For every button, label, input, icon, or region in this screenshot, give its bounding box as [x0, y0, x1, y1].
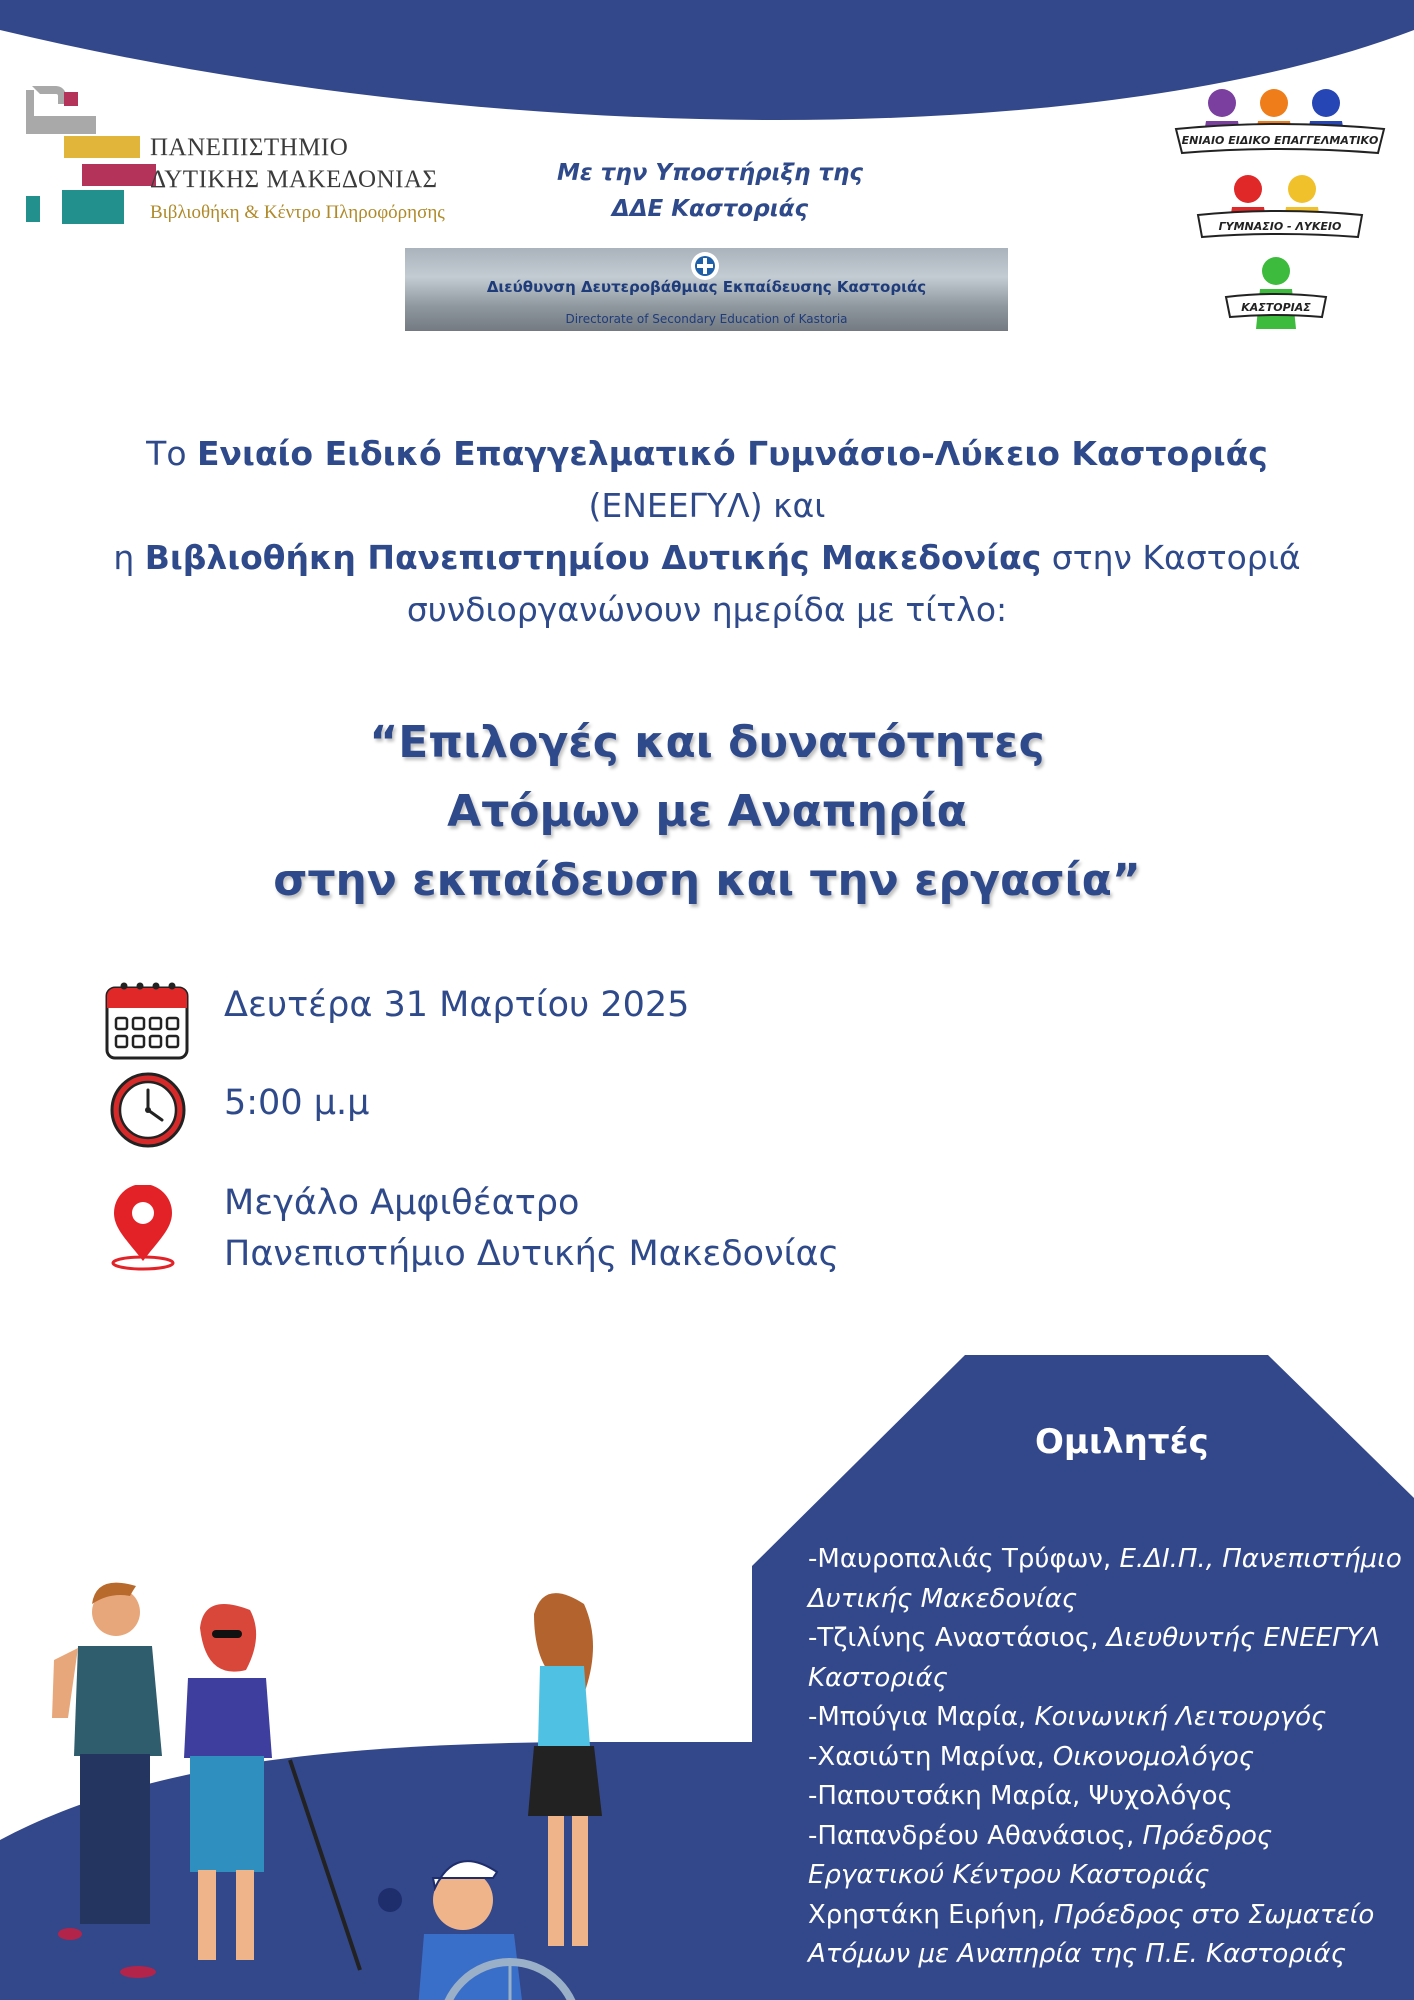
support-text: [520, 155, 900, 227]
library-name: Βιβλιοθήκη Πανεπιστημίου Δυτικής Μακεδονίας: [144, 538, 1042, 577]
university-name-line2: ΔΥΤΙΚΗΣ ΜΑΚΕΔΟΝΙΑΣ: [150, 166, 438, 193]
event-time: 5:00 μ.μ: [224, 1083, 370, 1123]
speaker-item: [808, 1896, 1408, 1975]
directorate-subtitle: Directorate of Secondary Education of Kastoria: [565, 312, 848, 326]
support-line1: Με την Υποστήριξη της: [556, 160, 864, 186]
speaker-role: Πρόεδρος Εργατικού Κέντρου Καστοριάς: [808, 1820, 1273, 1890]
speaker-role: Κοινωνική Λειτουργός: [1026, 1702, 1327, 1732]
speaker-item: [808, 1619, 1408, 1698]
event-venue: [224, 1178, 839, 1280]
intro-paragraph: [70, 428, 1344, 636]
school-logo-line2: ΓΥΜΝΑΣΙΟ - ΛΥΚΕΙΟ: [1218, 220, 1342, 233]
school-name: Ενιαίο Ειδικό Επαγγελματικό Γυμνάσιο-Λύκειο Καστοριάς: [197, 434, 1268, 473]
speakers-heading: Ομιλητές: [1035, 1422, 1209, 1462]
intro-line4: συνδιοργανώνουν ημερίδα με τίτλο:: [406, 590, 1008, 629]
speaker-role: Πρόεδρος στο Σωματείο Ατόμων με Αναπηρία της Π.Ε. Καστοριάς: [808, 1899, 1375, 1969]
university-name-line1: ΠΑΝΕΠΙΣΤΗΜΙΟ: [150, 134, 349, 161]
intro-line2: (ΕΝΕΕΓΥΛ) και: [588, 486, 826, 525]
speaker-name: -Παπανδρέου Αθανάσιος,: [808, 1820, 1135, 1851]
event-title-line3: στην εκπαίδευση και την εργασία”: [273, 855, 1141, 906]
school-logo-line3: ΚΑΣΤΟΡΙΑΣ: [1241, 301, 1311, 314]
speaker-item: [808, 1738, 1408, 1778]
speaker-name: -Χασιώτη Μαρίνα,: [808, 1741, 1045, 1772]
speaker-item: [808, 1540, 1408, 1619]
directorate-banner: [405, 248, 1008, 331]
people-with-disabilities-illustration: [40, 1570, 630, 2000]
event-date: Δευτέρα 31 Μαρτίου 2025: [224, 985, 690, 1025]
event-title-line2: Ατόμων με Αναπηρία: [447, 786, 967, 837]
speaker-name: -Μπούγια Μαρία,: [808, 1702, 1027, 1732]
speaker-name: -Τζιλίνης Αναστάσιος,: [808, 1623, 1099, 1653]
speaker-name: Χρηστάκη Ειρήνη,: [808, 1899, 1046, 1930]
speaker-item: [808, 1817, 1408, 1896]
support-line2: ΔΔΕ Καστοριάς: [611, 196, 809, 222]
speaker-role: Ε.ΔΙ.Π., Πανεπιστήμιο Δυτικής Μακεδονίας: [808, 1544, 1402, 1614]
university-subtitle: Βιβλιοθήκη & Κέντρο Πληροφόρησης: [150, 202, 445, 223]
speaker-item: [808, 1777, 1408, 1817]
speaker-name: -Μαυροπαλιάς Τρύφων,: [808, 1544, 1112, 1574]
speaker-item: [808, 1698, 1408, 1738]
venue-line2: Πανεπιστήμιο Δυτικής Μακεδονίας: [224, 1234, 840, 1274]
speaker-name: -Παπουτσάκη Μαρία, Ψυχολόγος: [808, 1781, 1233, 1811]
intro-text: στην Καστοριά: [1041, 538, 1301, 577]
school-logo: [1172, 85, 1388, 335]
calendar-icon: [104, 978, 190, 1064]
event-title: [150, 708, 1264, 915]
intro-line1: [70, 428, 1344, 480]
directorate-title: Διεύθυνση Δευτεροβάθμιας Εκπαίδευσης Καστοριάς: [486, 278, 927, 296]
intro-text: η: [113, 538, 145, 577]
intro-line3: [70, 532, 1344, 584]
speaker-role: Οικονομολόγος: [1044, 1741, 1255, 1772]
intro-text: Το: [146, 434, 197, 473]
clock-icon: [108, 1070, 188, 1150]
location-pin-icon: [108, 1185, 178, 1271]
greek-emblem-icon: [690, 251, 720, 281]
speakers-list: [808, 1540, 1408, 1975]
venue-line1: Μεγάλο Αμφιθέατρο: [224, 1183, 580, 1223]
event-title-line1: “Επιλογές και δυνατότητες: [369, 717, 1045, 768]
school-logo-line1: ΕΝΙΑΙΟ ΕΙΔΙΚΟ ΕΠΑΓΓΕΛΜΑΤΙΚΟ: [1181, 134, 1379, 147]
university-name: [150, 132, 445, 224]
speaker-role: Διευθυντής ΕΝΕΕΓΥΛ Καστοριάς: [808, 1623, 1381, 1693]
